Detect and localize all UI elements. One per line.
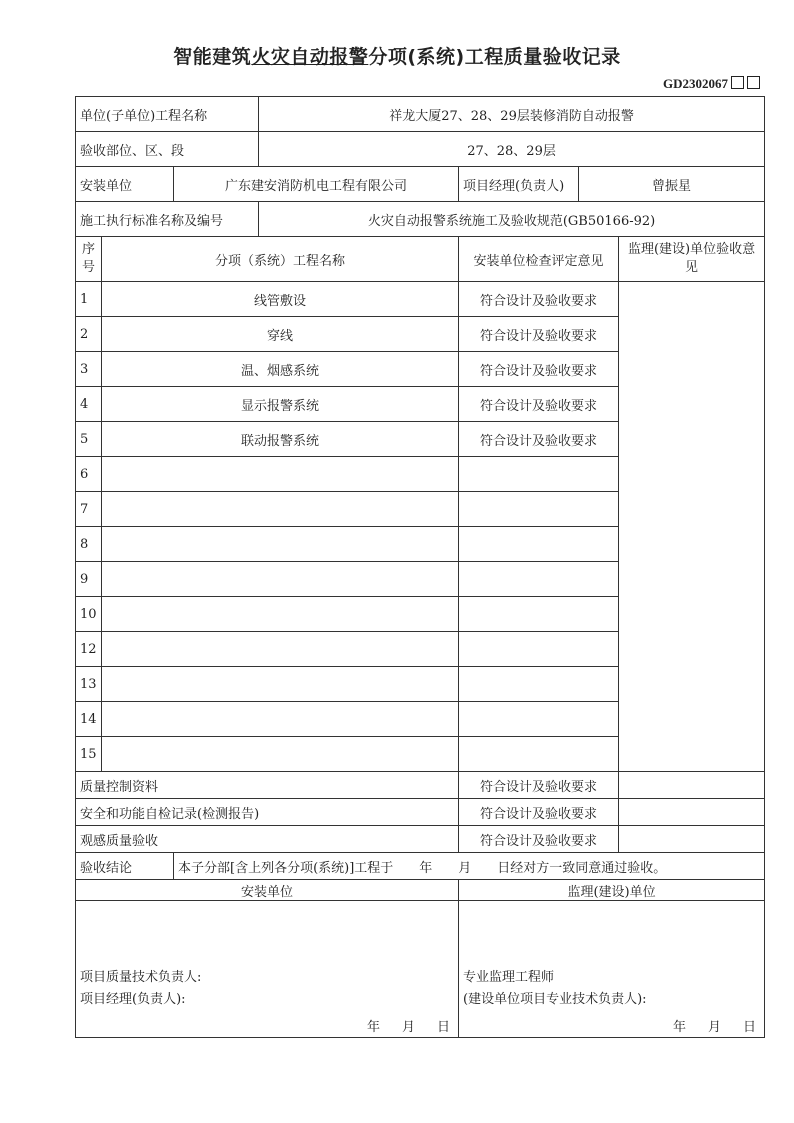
row-number: 15 [76, 737, 102, 772]
form-code-text: GD2302067 [663, 76, 728, 91]
row-number: 2 [76, 317, 102, 352]
row-installer-opinion[interactable] [459, 597, 619, 632]
supervisor-year: 年 [673, 1020, 691, 1035]
installer-year: 年 [366, 1020, 384, 1035]
row-installer-opinion[interactable] [459, 562, 619, 597]
row-item-name[interactable]: 联动报警系统 [102, 422, 459, 457]
row-item-name[interactable] [102, 492, 459, 527]
supervisor-opinion-header: 监理(建设)单位验收意见 [619, 237, 765, 282]
installer-date [349, 1016, 454, 1035]
row-installer-opinion[interactable]: 符合设计及验收要求 [459, 352, 619, 387]
row-number: 9 [76, 562, 102, 597]
section-row [76, 132, 765, 167]
check-row [76, 772, 765, 799]
form-title [0, 42, 794, 69]
installer-opinion-header: 安装单位检查评定意见 [459, 237, 619, 282]
row-item-name[interactable] [102, 632, 459, 667]
supervisor-month: 月 [708, 1020, 726, 1035]
seq-header: 序号 [76, 237, 102, 282]
check-supervisor-opinion[interactable] [619, 772, 765, 799]
row-item-name[interactable] [102, 457, 459, 492]
project-label: 单位(子单位)工程名称 [76, 97, 259, 132]
form-code [663, 76, 760, 92]
row-installer-opinion[interactable]: 符合设计及验收要求 [459, 317, 619, 352]
installer-month: 月 [402, 1020, 420, 1035]
standard-label: 施工执行标准名称及编号 [76, 202, 259, 237]
supervisor-opinion-cell[interactable] [619, 282, 765, 772]
manager-label: 项目经理(负责人) [459, 167, 579, 202]
installer-manager-label: 项目经理(负责人): [80, 992, 186, 1007]
installer-quality-lead-label: 项目质量技术负责人: [80, 970, 202, 985]
row-installer-opinion[interactable]: 符合设计及验收要求 [459, 422, 619, 457]
title-suffix: 分项(系统)工程质量验收记录 [368, 46, 621, 68]
item-rows [76, 282, 765, 772]
manager-value: 曾振星 [579, 167, 765, 202]
name-header: 分项（系统）工程名称 [102, 237, 459, 282]
standard-row [76, 202, 765, 237]
row-number: 13 [76, 667, 102, 702]
row-number: 6 [76, 457, 102, 492]
check-row [76, 799, 765, 826]
installer-value: 广东建安消防机电工程有限公司 [174, 167, 459, 202]
row-number: 10 [76, 597, 102, 632]
header-row [76, 237, 765, 282]
conclusion-text: 本子分部[含上列各分项(系统)]工程于 年 月 日经对方一致同意通过验收。 [174, 853, 765, 880]
installer-day: 日 [437, 1020, 455, 1035]
row-number: 8 [76, 527, 102, 562]
installer-signature-cell [76, 901, 459, 1038]
project-row [76, 97, 765, 132]
row-installer-opinion[interactable] [459, 492, 619, 527]
section-label: 验收部位、区、段 [76, 132, 259, 167]
row-item-name[interactable] [102, 562, 459, 597]
conclusion-row [76, 853, 765, 880]
check-installer-opinion[interactable]: 符合设计及验收要求 [459, 799, 619, 826]
row-number: 12 [76, 632, 102, 667]
row-number: 7 [76, 492, 102, 527]
standard-value: 火灾自动报警系统施工及验收规范(GB50166-92) [259, 202, 765, 237]
check-row [76, 826, 765, 853]
extra-rows [76, 772, 765, 853]
signature-header-row [76, 880, 765, 901]
supervisor-signature-header: 监理(建设)单位 [459, 880, 765, 901]
check-installer-opinion[interactable]: 符合设计及验收要求 [459, 826, 619, 853]
row-item-name[interactable]: 温、烟感系统 [102, 352, 459, 387]
row-number: 1 [76, 282, 102, 317]
installer-row [76, 167, 765, 202]
section-value: 27、28、29层 [259, 132, 765, 167]
title-prefix: 智能建筑 [173, 46, 252, 68]
supervisor-engineer-label: 专业监理工程师 [463, 970, 555, 985]
supervisor-day: 日 [743, 1020, 761, 1035]
check-supervisor-opinion[interactable] [619, 799, 765, 826]
supervisor-date [655, 1016, 760, 1035]
row-item-name[interactable] [102, 737, 459, 772]
row-item-name[interactable] [102, 597, 459, 632]
row-item-name[interactable]: 线管敷设 [102, 282, 459, 317]
owner-tech-lead-label: (建设单位项目专业技术负责人): [463, 992, 647, 1007]
row-item-name[interactable] [102, 527, 459, 562]
checkbox-2[interactable] [747, 76, 760, 89]
row-installer-opinion[interactable]: 符合设计及验收要求 [459, 282, 619, 317]
row-installer-opinion[interactable] [459, 632, 619, 667]
table-row [76, 282, 765, 317]
check-label: 安全和功能自检记录(检测报告) [76, 799, 459, 826]
row-item-name[interactable] [102, 702, 459, 737]
acceptance-table [75, 96, 765, 1038]
row-item-name[interactable]: 穿线 [102, 317, 459, 352]
row-item-name[interactable] [102, 667, 459, 702]
installer-signature-header: 安装单位 [76, 880, 459, 901]
conclusion-label: 验收结论 [76, 853, 174, 880]
title-underlined: 火灾自动报警 [251, 46, 369, 68]
row-number: 14 [76, 702, 102, 737]
checkbox-1[interactable] [731, 76, 744, 89]
check-label: 质量控制资料 [76, 772, 459, 799]
installer-label: 安装单位 [76, 167, 174, 202]
row-installer-opinion[interactable] [459, 702, 619, 737]
row-item-name[interactable]: 显示报警系统 [102, 387, 459, 422]
check-label: 观感质量验收 [76, 826, 459, 853]
row-installer-opinion[interactable] [459, 527, 619, 562]
row-installer-opinion[interactable]: 符合设计及验收要求 [459, 387, 619, 422]
signature-row [76, 901, 765, 1038]
check-supervisor-opinion[interactable] [619, 826, 765, 853]
row-number: 4 [76, 387, 102, 422]
row-installer-opinion[interactable] [459, 667, 619, 702]
row-number: 3 [76, 352, 102, 387]
check-installer-opinion[interactable]: 符合设计及验收要求 [459, 772, 619, 799]
project-value: 祥龙大厦27、28、29层装修消防自动报警 [259, 97, 765, 132]
supervisor-signature-cell [459, 901, 765, 1038]
row-installer-opinion[interactable] [459, 737, 619, 772]
row-installer-opinion[interactable] [459, 457, 619, 492]
row-number: 5 [76, 422, 102, 457]
